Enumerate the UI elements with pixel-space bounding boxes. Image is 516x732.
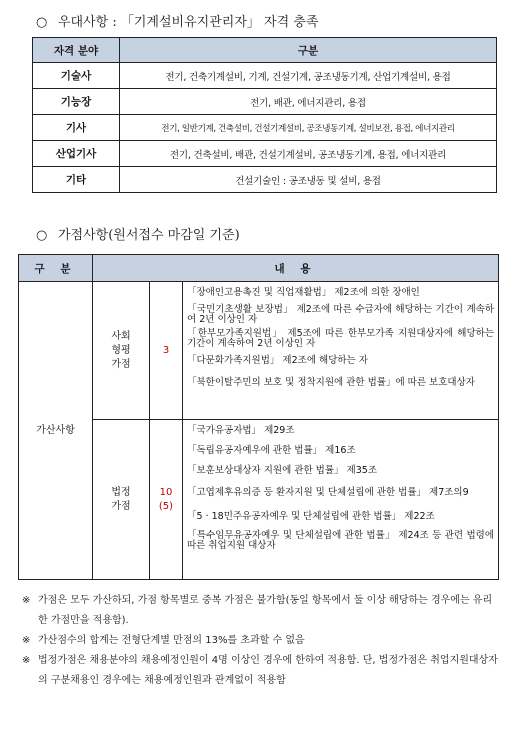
note-text: 법정가점은 채용분야의 채용예정인원이 4명 이상인 경우에 한하여 적용함. 단, 법정가점은 취업지원대상자의 구분채용인 경우에는 채용예정인원과 관계없이 적용함 [38, 655, 498, 686]
list-item: 「고엽제후유의증 등 환자지원 및 단체설립에 관한 법률」 제7조의9 [187, 486, 469, 498]
table-header-row [19, 255, 499, 282]
note-item [22, 591, 500, 631]
section2-title: 가점사항(원서접수 마감일 기준) [58, 228, 240, 243]
table-row [33, 63, 497, 89]
points-cell: 10 (5) [150, 420, 183, 580]
list-item: 「북한이탈주민의 보호 및 정착지원에 관한 법률」에 따른 보호대상자 [187, 376, 475, 388]
column-header: 구분 [120, 38, 497, 63]
bullet-icon: ○ [36, 228, 48, 243]
reference-mark-icon: ※ [22, 595, 31, 606]
list-item: 「다문화가족지원법」 제2조에 해당하는 자 [187, 355, 368, 366]
column-header: 구 분 [19, 255, 93, 282]
entries-cell [183, 282, 499, 420]
category-cell: 기능장 [33, 89, 120, 115]
items-cell: 전기, 건축기계설비, 기계, 건설기계, 공조냉동기계, 산업기계설비, 용접 [120, 63, 497, 89]
category-cell: 기술사 [33, 63, 120, 89]
items-cell: 전기, 건축설비, 배관, 건설기계설비, 공조냉동기계, 용접, 에너지관리 [120, 141, 497, 167]
category-cell: 가산사항 [19, 282, 93, 580]
table-header-row [33, 38, 497, 63]
table-row [33, 141, 497, 167]
category-cell: 기타 [33, 167, 120, 193]
table-row [19, 282, 499, 420]
reference-mark-icon: ※ [22, 635, 31, 646]
points-cell: 3 [150, 282, 183, 420]
note-text: 가산점수의 합계는 전형단계별 만점의 13%를 초과할 수 없음 [38, 635, 305, 646]
table-row [33, 167, 497, 193]
list-item: 「독립유공자예우에 관한 법률」 제16조 [187, 445, 356, 456]
qualification-table [32, 37, 497, 193]
note-item [22, 651, 500, 691]
list-item: 「특수임무유공자예우 및 단체설립에 관한 법률」 제24조 등 관련 법령에 따른 취업지원 대상자 [187, 529, 495, 551]
section1-heading [36, 11, 318, 30]
note-text: 가점은 모두 가산하되, 가점 항목별로 중복 가점은 불가함(동일 항목에서 둘 이상 해당하는 경우에는 유리한 가점만을 적용함). [38, 595, 493, 626]
notes-section [22, 591, 500, 691]
group-name-cell: 사회 형평 가점 [93, 282, 150, 420]
items-cell: 전기, 일반기계, 건축설비, 건설기계설비, 공조냉동기계, 설비보전, 용접, 에너지관리 [120, 115, 497, 141]
table-row [33, 115, 497, 141]
section2-heading [36, 224, 240, 243]
category-cell: 기사 [33, 115, 120, 141]
list-item: 「국가유공자법」 제29조 [187, 425, 295, 436]
list-item: 「국민기초생활 보장법」 제2조에 따른 수급자에 해당하는 기간이 계속하여 2년 이상인 자 [187, 303, 495, 325]
reference-mark-icon: ※ [22, 655, 31, 666]
list-item: 「보훈보상대상자 지원에 관한 법률」 제35조 [187, 465, 378, 476]
list-item: 「한부모가족지원법」 제5조에 따른 한부모가족 지원대상자에 해당하는 기간이 계속하여 2년 이상인 자 [187, 327, 495, 349]
list-item: 「5 · 18민주유공자예우 및 단체설립에 관한 법률」 제22조 [187, 510, 435, 522]
note-item [22, 631, 500, 651]
group-name-cell: 법정 가점 [93, 420, 150, 580]
items-cell: 전기, 배관, 에너지관리, 용접 [120, 89, 497, 115]
table-row [33, 89, 497, 115]
category-cell: 산업기사 [33, 141, 120, 167]
section1-title: 우대사항 : 「기계설비유지관리자」 자격 충족 [58, 15, 319, 30]
items-cell: 건설기술인 : 공조냉동 및 설비, 용접 [120, 167, 497, 193]
column-header: 내 용 [93, 255, 499, 282]
bullet-icon: ○ [36, 15, 48, 30]
entries-cell [183, 420, 499, 580]
list-item: 「장애인고용촉진 및 직업재활법」 제2조에 의한 장애인 [187, 287, 420, 298]
column-header: 자격 분야 [33, 38, 120, 63]
bonus-points-table [18, 254, 499, 580]
